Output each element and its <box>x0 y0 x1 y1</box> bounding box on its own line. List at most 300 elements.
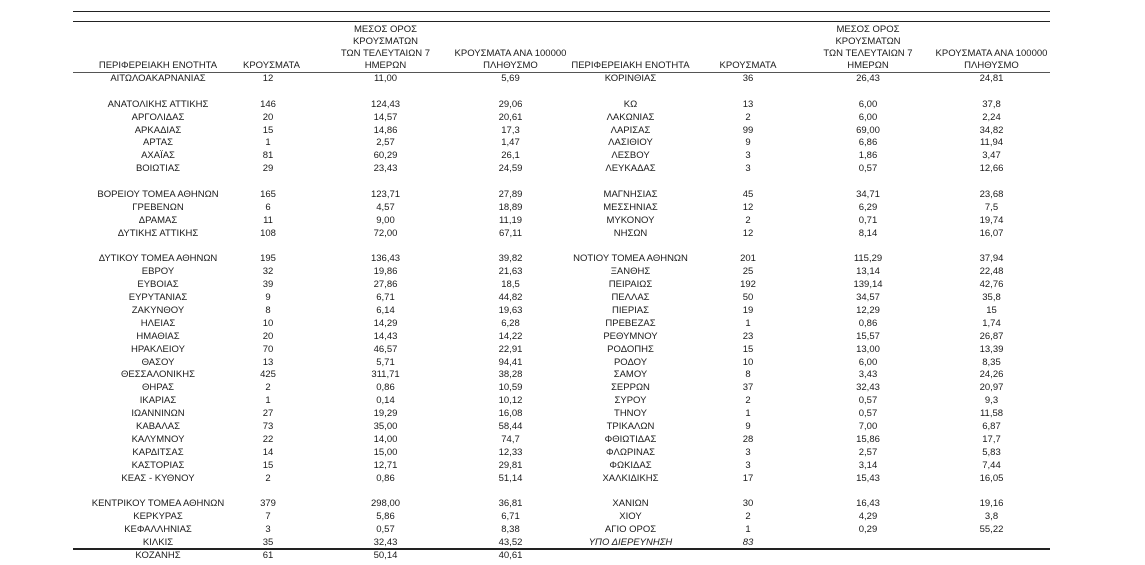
left-per100k-cell: 29,06 <box>498 98 523 110</box>
left-region-cell: ΘΕΣΣΑΛΟΝΙΚΗΣ <box>121 369 195 381</box>
left-region-cell: ΕΒΡΟΥ <box>141 266 175 278</box>
left-region-cell: ΖΑΚΥΝΘΟΥ <box>131 305 185 317</box>
table-row <box>73 421 1050 434</box>
right-avg7-cell: 3,14 <box>858 459 878 471</box>
left-region-cell: ΙΩΑΝΝΙΝΩΝ <box>131 408 185 420</box>
header-per-line1: ΚΡΟΥΣΜΑΤΑ ΑΝΑ 100000 <box>935 48 1048 59</box>
left-cases-cell: 108 <box>260 227 276 239</box>
right-region-cell: ΧΑΝΙΩΝ <box>612 498 649 510</box>
right-per100k-cell: 24,81 <box>979 73 1004 84</box>
left-region-cell: ΗΜΑΘΙΑΣ <box>136 330 180 342</box>
right-per100k-cell: 12,66 <box>979 163 1004 175</box>
right-avg7-cell: 139,14 <box>853 279 883 291</box>
right-avg7-cell: 4,29 <box>858 511 878 523</box>
left-region-cell: ΓΡΕΒΕΝΩΝ <box>132 201 184 213</box>
right-avg7-cell: 12,29 <box>856 305 880 317</box>
table-row <box>73 292 1050 305</box>
right-region-cell: ΧΑΛΚΙΔΙΚΗΣ <box>602 472 659 484</box>
left-cases-cell: 1 <box>265 137 271 149</box>
right-avg7-cell: 0,86 <box>858 317 878 329</box>
right-cases-cell: 201 <box>740 253 756 265</box>
left-cases-cell: 70 <box>262 343 274 355</box>
table-row <box>73 125 1050 138</box>
right-per100k-cell: 26,87 <box>979 330 1004 342</box>
left-cases-cell: 20 <box>262 330 274 342</box>
left-per100k-cell: 18,5 <box>501 279 520 291</box>
right-per100k-cell: 11,94 <box>979 137 1004 149</box>
right-avg7-cell: 26,43 <box>856 73 880 84</box>
right-avg7-cell: 0,29 <box>858 524 878 536</box>
right-cases-cell: 50 <box>742 292 754 304</box>
right-per100k-cell: 3,8 <box>984 511 999 523</box>
table-row <box>73 73 1050 86</box>
left-avg7-cell: 50,14 <box>373 549 398 561</box>
left-cases-cell: 8 <box>265 305 271 317</box>
left-per100k-cell: 39,82 <box>498 253 523 265</box>
left-per100k-cell: 43,52 <box>498 537 523 549</box>
right-cases-cell: 3 <box>745 459 751 471</box>
right-avg7-cell: 6,86 <box>858 137 878 149</box>
right-avg7-cell: 15,57 <box>856 330 880 342</box>
left-cases-cell: 379 <box>260 498 276 510</box>
left-per100k-cell: 21,63 <box>498 266 523 278</box>
right-avg7-cell: 13,14 <box>856 266 880 278</box>
left-per100k-cell: 22,91 <box>498 343 523 355</box>
right-per100k-cell: 16,07 <box>979 227 1004 239</box>
left-region-cell: ΕΥΡΥΤΑΝΙΑΣ <box>128 292 188 304</box>
right-cases-cell: 13 <box>742 98 754 110</box>
left-per100k-cell: 19,63 <box>498 305 523 317</box>
right-per100k-cell: 42,76 <box>979 279 1004 291</box>
table-row <box>73 86 1050 99</box>
left-region-cell: ΔΥΤΙΚΟΥ ΤΟΜΕΑ ΑΘΗΝΩΝ <box>98 253 218 265</box>
right-cases-cell: 30 <box>742 498 754 510</box>
right-cases-cell: 12 <box>742 227 754 239</box>
left-cases-cell: 15 <box>262 459 274 471</box>
table-row <box>73 228 1050 241</box>
header-avg-line2: ΤΩΝ ΤΕΛΕΥΤΑΙΩΝ 7 <box>340 48 431 59</box>
left-per100k-cell: 8,38 <box>501 524 520 536</box>
right-region-cell: ΜΕΣΣΗΝΙΑΣ <box>603 201 658 213</box>
left-per100k-cell: 14,22 <box>498 330 523 342</box>
left-cases-cell: 9 <box>265 292 271 304</box>
right-region-cell: ΠΕΛΛΑΣ <box>611 292 650 304</box>
left-region-cell: ΑΧΑΪΑΣ <box>141 150 175 162</box>
left-avg7-cell: 19,29 <box>373 408 398 420</box>
left-avg7-cell: 14,86 <box>373 124 398 136</box>
right-per100k-cell: 16,05 <box>979 472 1004 484</box>
right-per100k-cell: 3,47 <box>982 150 1001 162</box>
left-region-cell: ΒΟΙΩΤΙΑΣ <box>135 163 181 175</box>
left-region-cell: ΚΑΡΔΙΤΣΑΣ <box>132 446 184 458</box>
right-avg7-cell: 15,86 <box>856 433 880 445</box>
right-per100k-cell: 55,22 <box>979 524 1004 536</box>
table-row <box>73 550 1050 563</box>
right-cases-cell: 2 <box>745 511 751 523</box>
right-avg7-cell: 1,86 <box>858 150 878 162</box>
left-cases-cell: 15 <box>262 124 274 136</box>
left-avg7-cell: 14,57 <box>373 111 398 123</box>
left-avg7-cell: 6,71 <box>376 292 395 304</box>
right-cases-cell: 23 <box>742 330 754 342</box>
left-avg7-cell: 2,57 <box>376 137 395 149</box>
left-per100k-cell: 6,28 <box>501 317 520 329</box>
left-avg7-cell: 123,71 <box>370 189 401 201</box>
right-per100k-cell: 37,94 <box>979 253 1004 265</box>
right-avg7-cell: 32,43 <box>856 382 880 394</box>
left-cases-cell: 29 <box>262 163 274 175</box>
right-avg7-cell: 115,29 <box>853 253 883 265</box>
header-avg-line3: ΗΜΕΡΩΝ <box>364 60 407 71</box>
header-per-line2: ΠΛΗΘΥΣΜΟ <box>483 60 538 71</box>
left-cases-cell: 165 <box>260 189 276 201</box>
header-cases-right: ΚΡΟΥΣΜΑΤΑ <box>719 60 777 71</box>
left-cases-cell: 3 <box>265 524 271 536</box>
header-cases-left: ΚΡΟΥΣΜΑΤΑ <box>243 60 300 71</box>
right-cases-cell: 12 <box>742 201 754 213</box>
header-avg-right <box>803 24 933 72</box>
left-region-cell: ΑΡΚΑΔΙΑΣ <box>134 124 182 136</box>
left-cases-cell: 425 <box>260 369 276 381</box>
right-region-cell: ΣΕΡΡΩΝ <box>611 382 650 394</box>
right-per100k-cell: 35,8 <box>982 292 1001 304</box>
left-region-cell: ΚΑΣΤΟΡΙΑΣ <box>131 459 185 471</box>
left-per100k-cell: 20,61 <box>498 111 523 123</box>
right-region-cell: ΜΑΓΝΗΣΙΑΣ <box>603 189 658 201</box>
right-cases-cell: 8 <box>745 369 751 381</box>
left-avg7-cell: 6,14 <box>376 305 395 317</box>
left-avg7-cell: 0,86 <box>376 472 395 484</box>
table-row <box>73 357 1050 370</box>
left-region-cell: ΚΙΛΚΙΣ <box>142 537 174 549</box>
right-per100k-cell: 37,8 <box>982 98 1001 110</box>
right-avg7-cell: 6,00 <box>858 356 878 368</box>
right-per100k-cell: 7,5 <box>984 201 999 213</box>
right-cases-cell: 19 <box>742 305 754 317</box>
right-avg7-cell: 6,00 <box>858 111 878 123</box>
left-region-cell: ΗΡΑΚΛΕΙΟΥ <box>131 343 185 355</box>
header-per-line2: ΠΛΗΘΥΣΜΟ <box>964 60 1019 71</box>
left-per100k-cell: 18,89 <box>498 201 523 213</box>
header-avg-line2: ΤΩΝ ΤΕΛΕΥΤΑΙΩΝ 7 <box>823 48 913 59</box>
table-row <box>73 163 1050 176</box>
header-avg-line3: ΗΜΕΡΩΝ <box>847 60 889 71</box>
left-avg7-cell: 0,14 <box>376 395 395 407</box>
left-avg7-cell: 27,86 <box>373 279 398 291</box>
right-per100k-cell: 24,26 <box>979 369 1004 381</box>
right-per100k-cell: 1,74 <box>982 317 1001 329</box>
left-region-cell: ΑΝΑΤΟΛΙΚΗΣ ΑΤΤΙΚΗΣ <box>107 98 209 110</box>
left-avg7-cell: 46,57 <box>373 343 398 355</box>
left-cases-cell: 22 <box>262 433 274 445</box>
right-cases-cell: 3 <box>745 150 751 162</box>
right-per100k-cell: 6,87 <box>982 421 1001 433</box>
left-region-cell: ΚΕΑΣ - ΚΥΘΝΟΥ <box>121 472 195 484</box>
left-avg7-cell: 19,86 <box>373 266 398 278</box>
right-cases-cell: 3 <box>745 163 751 175</box>
left-region-cell: ΙΚΑΡΙΑΣ <box>139 395 177 407</box>
right-avg7-cell: 0,57 <box>858 395 878 407</box>
header-per100k-left <box>448 48 573 72</box>
right-per100k-cell: 9,3 <box>984 395 999 407</box>
right-region-cell: ΦΩΚΙΔΑΣ <box>609 459 652 471</box>
table-row <box>73 460 1050 473</box>
header-per-line1: ΚΡΟΥΣΜΑΤΑ ΑΝΑ 100000 <box>454 48 567 59</box>
cases-table <box>73 22 1050 563</box>
left-per100k-cell: 38,28 <box>498 369 523 381</box>
right-avg7-cell: 34,71 <box>856 189 880 201</box>
table-row <box>73 202 1050 215</box>
left-avg7-cell: 12,71 <box>373 459 398 471</box>
right-region-cell: ΣΑΜΟΥ <box>613 369 648 381</box>
right-per100k-cell: 7,44 <box>982 459 1001 471</box>
left-region-cell: ΚΕΡΚΥΡΑΣ <box>133 511 183 523</box>
top-rule <box>73 11 1050 12</box>
right-avg7-cell: 0,71 <box>858 214 878 226</box>
left-cases-cell: 11 <box>263 214 273 226</box>
left-cases-cell: 14 <box>262 446 274 458</box>
right-per100k-cell: 17,7 <box>982 433 1001 445</box>
left-cases-cell: 81 <box>262 150 274 162</box>
left-avg7-cell: 15,00 <box>373 446 398 458</box>
right-region-cell: ΛΕΣΒΟΥ <box>611 150 650 162</box>
table-row <box>73 369 1050 382</box>
right-avg7-cell: 3,43 <box>858 369 878 381</box>
table-row <box>73 266 1050 279</box>
table-row <box>73 408 1050 421</box>
table-row <box>73 511 1050 524</box>
left-avg7-cell: 5,86 <box>376 511 395 523</box>
left-per100k-cell: 17,3 <box>501 124 520 136</box>
left-per100k-cell: 94,41 <box>498 356 523 368</box>
right-avg7-cell: 0,57 <box>858 163 878 175</box>
right-region-cell: ΥΠΟ ΔΙΕΡΕΥΝΗΣΗ <box>588 537 673 549</box>
left-region-cell: ΚΕΝΤΡΙΚΟΥ ΤΟΜΕΑ ΑΘΗΝΩΝ <box>91 498 225 510</box>
right-cases-cell: 36 <box>742 73 754 84</box>
right-per100k-cell: 13,39 <box>979 343 1004 355</box>
left-per100k-cell: 29,81 <box>498 459 523 471</box>
header-avg-line1: ΜΕΣΟΣ ΟΡΟΣ ΚΡΟΥΣΜΑΤΩΝ <box>352 24 419 47</box>
header-avg-left <box>323 24 448 72</box>
right-per100k-cell: 20,97 <box>979 382 1004 394</box>
table-row <box>73 279 1050 292</box>
left-per100k-cell: 44,82 <box>498 292 523 304</box>
right-avg7-cell: 2,57 <box>858 446 878 458</box>
right-avg7-cell: 0,57 <box>858 408 878 420</box>
header-region-left: ΠΕΡΙΦΕΡΕΙΑΚΗ ΕΝΟΤΗΤΑ <box>98 60 218 71</box>
left-region-cell: ΑΡΤΑΣ <box>143 137 173 149</box>
left-cases-cell: 73 <box>262 421 274 433</box>
right-per100k-cell: 19,16 <box>979 498 1004 510</box>
right-avg7-cell: 15,43 <box>856 472 880 484</box>
left-per100k-cell: 51,14 <box>498 472 523 484</box>
table-row <box>73 524 1050 537</box>
right-cases-cell: 1 <box>745 317 751 329</box>
left-per100k-cell: 27,89 <box>498 189 523 201</box>
left-per100k-cell: 11,19 <box>498 214 523 226</box>
table-row <box>73 331 1050 344</box>
right-per100k-cell: 5,83 <box>982 446 1001 458</box>
right-region-cell: ΠΡΕΒΕΖΑΣ <box>605 317 656 329</box>
right-cases-cell: 192 <box>740 279 756 291</box>
right-cases-cell: 2 <box>745 395 751 407</box>
right-cases-cell: 9 <box>745 421 751 433</box>
right-region-cell: ΚΟΡΙΝΘΙΑΣ <box>604 73 657 84</box>
header-per100k-right <box>933 48 1050 72</box>
right-cases-cell: 2 <box>745 111 751 123</box>
left-region-cell: ΘΑΣΟΥ <box>141 356 175 368</box>
left-avg7-cell: 14,29 <box>373 317 398 329</box>
left-cases-cell: 1 <box>265 395 271 407</box>
left-cases-cell: 39 <box>262 279 274 291</box>
left-per100k-cell: 10,59 <box>498 382 523 394</box>
right-region-cell: ΤΗΝΟΥ <box>614 408 647 420</box>
right-region-cell: ΧΙΟΥ <box>619 511 642 523</box>
left-avg7-cell: 311,71 <box>371 369 400 381</box>
right-cases-cell: 3 <box>745 446 751 458</box>
left-cases-cell: 146 <box>260 98 276 110</box>
right-region-cell: ΛΑΣΙΘΙΟΥ <box>608 137 653 149</box>
left-avg7-cell: 14,43 <box>373 330 398 342</box>
right-per100k-cell: 15 <box>986 305 997 317</box>
left-avg7-cell: 35,00 <box>373 421 398 433</box>
table-row <box>73 447 1050 460</box>
right-avg7-cell: 13,00 <box>856 343 880 355</box>
left-region-cell: ΚΑΒΑΛΑΣ <box>136 421 180 433</box>
left-cases-cell: 20 <box>262 111 274 123</box>
left-avg7-cell: 60,29 <box>373 150 398 162</box>
table-row <box>73 215 1050 228</box>
table-row <box>73 382 1050 395</box>
left-region-cell: ΔΡΑΜΑΣ <box>138 214 178 226</box>
left-region-cell: ΑΙΤΩΛΟΑΚΑΡΝΑΝΙΑΣ <box>110 73 206 84</box>
right-region-cell: ΦΛΩΡΙΝΑΣ <box>605 446 656 458</box>
left-region-cell: ΚΟΖΑΝΗΣ <box>135 549 181 561</box>
right-cases-cell: 1 <box>745 524 751 536</box>
table-row <box>73 318 1050 331</box>
table-row <box>73 395 1050 408</box>
right-cases-cell: 83 <box>742 537 754 549</box>
left-avg7-cell: 5,71 <box>376 356 395 368</box>
left-cases-cell: 2 <box>265 472 271 484</box>
right-cases-cell: 9 <box>745 137 751 149</box>
left-region-cell: ΘΗΡΑΣ <box>141 382 175 394</box>
table-row <box>73 150 1050 163</box>
right-per100k-cell: 8,35 <box>982 356 1001 368</box>
left-avg7-cell: 32,43 <box>373 537 398 549</box>
table-row <box>73 241 1050 254</box>
right-cases-cell: 25 <box>742 266 754 278</box>
table-row <box>73 189 1050 202</box>
right-cases-cell: 99 <box>742 124 754 136</box>
header-region-right: ΠΕΡΙΦΕΡΕΙΑΚΗ ΕΝΟΤΗΤΑ <box>571 60 690 71</box>
left-cases-cell: 61 <box>262 549 274 561</box>
right-per100k-cell: 34,82 <box>979 124 1004 136</box>
right-region-cell: ΑΓΙΟ ΟΡΟΣ <box>604 524 657 536</box>
left-per100k-cell: 12,33 <box>498 446 523 458</box>
right-region-cell: ΠΙΕΡΙΑΣ <box>611 305 650 317</box>
table-row <box>73 305 1050 318</box>
right-cases-cell: 45 <box>742 189 754 201</box>
left-region-cell: ΕΥΒΟΙΑΣ <box>137 279 179 291</box>
left-region-cell: ΔΥΤΙΚΗΣ ΑΤΤΙΚΗΣ <box>117 227 199 239</box>
right-region-cell: ΤΡΙΚΑΛΩΝ <box>606 421 655 433</box>
left-region-cell: ΑΡΓΟΛΙΔΑΣ <box>131 111 185 123</box>
right-region-cell: ΡΕΘΥΜΝΟΥ <box>603 330 658 342</box>
left-per100k-cell: 6,71 <box>501 511 520 523</box>
right-avg7-cell: 6,00 <box>858 98 878 110</box>
right-cases-cell: 10 <box>742 356 754 368</box>
table-row <box>73 99 1050 112</box>
right-region-cell: ΜΥΚΟΝΟΥ <box>606 214 655 226</box>
table-row <box>73 176 1050 189</box>
left-avg7-cell: 11,00 <box>373 73 398 84</box>
bottom-rule <box>73 548 1050 550</box>
left-region-cell: ΚΕΦΑΛΛΗΝΙΑΣ <box>124 524 192 536</box>
table-row <box>73 498 1050 511</box>
right-avg7-cell: 69,00 <box>856 124 880 136</box>
right-region-cell: ΠΕΙΡΑΙΩΣ <box>608 279 653 291</box>
table-row <box>73 486 1050 499</box>
right-per100k-cell: 22,48 <box>979 266 1004 278</box>
left-avg7-cell: 0,57 <box>376 524 395 536</box>
right-cases-cell: 37 <box>742 382 754 394</box>
left-per100k-cell: 67,11 <box>498 227 523 239</box>
left-per100k-cell: 36,81 <box>498 498 523 510</box>
table-row <box>73 344 1050 357</box>
left-region-cell: ΚΑΛΥΜΝΟΥ <box>131 433 185 445</box>
left-cases-cell: 7 <box>265 511 271 523</box>
left-avg7-cell: 124,43 <box>370 98 401 110</box>
table-row <box>73 253 1050 266</box>
right-avg7-cell: 34,57 <box>856 292 880 304</box>
right-region-cell: ΛΑΡΙΣΑΣ <box>610 124 651 136</box>
table-row <box>73 473 1050 486</box>
right-region-cell: ΝΗΣΩΝ <box>613 227 648 239</box>
left-avg7-cell: 9,00 <box>376 214 395 226</box>
right-cases-cell: 17 <box>742 472 754 484</box>
right-cases-cell: 28 <box>742 433 754 445</box>
left-avg7-cell: 298,00 <box>370 498 401 510</box>
left-per100k-cell: 74,7 <box>501 433 520 445</box>
right-per100k-cell: 23,68 <box>979 189 1004 201</box>
right-cases-cell: 1 <box>745 408 751 420</box>
right-region-cell: ΦΘΙΩΤΙΔΑΣ <box>604 433 657 445</box>
left-per100k-cell: 16,08 <box>498 408 523 420</box>
left-region-cell: ΒΟΡΕΙΟΥ ΤΟΜΕΑ ΑΘΗΝΩΝ <box>97 189 219 201</box>
left-region-cell: ΗΛΕΙΑΣ <box>140 317 176 329</box>
right-cases-cell: 15 <box>742 343 754 355</box>
left-cases-cell: 35 <box>262 537 274 549</box>
right-region-cell: ΛΕΥΚΑΔΑΣ <box>605 163 656 175</box>
left-cases-cell: 32 <box>262 266 274 278</box>
right-region-cell: ΡΟΔΟΥ <box>613 356 648 368</box>
right-avg7-cell: 16,43 <box>856 498 880 510</box>
left-cases-cell: 2 <box>265 382 271 394</box>
right-region-cell: ΡΟΔΟΠΗΣ <box>607 343 654 355</box>
left-avg7-cell: 14,00 <box>373 433 398 445</box>
right-avg7-cell: 8,14 <box>858 227 878 239</box>
left-avg7-cell: 4,57 <box>376 201 395 213</box>
header-avg-line1: ΜΕΣΟΣ ΟΡΟΣ ΚΡΟΥΣΜΑΤΩΝ <box>835 24 901 47</box>
right-region-cell: ΝΟΤΙΟΥ ΤΟΜΕΑ ΑΘΗΝΩΝ <box>573 253 688 265</box>
left-cases-cell: 195 <box>260 253 276 265</box>
right-cases-cell: 2 <box>745 214 751 226</box>
right-region-cell: ΛΑΚΩΝΙΑΣ <box>606 111 655 123</box>
left-avg7-cell: 136,43 <box>370 253 401 265</box>
left-per100k-cell: 5,69 <box>501 73 520 84</box>
table-body <box>73 73 1050 563</box>
